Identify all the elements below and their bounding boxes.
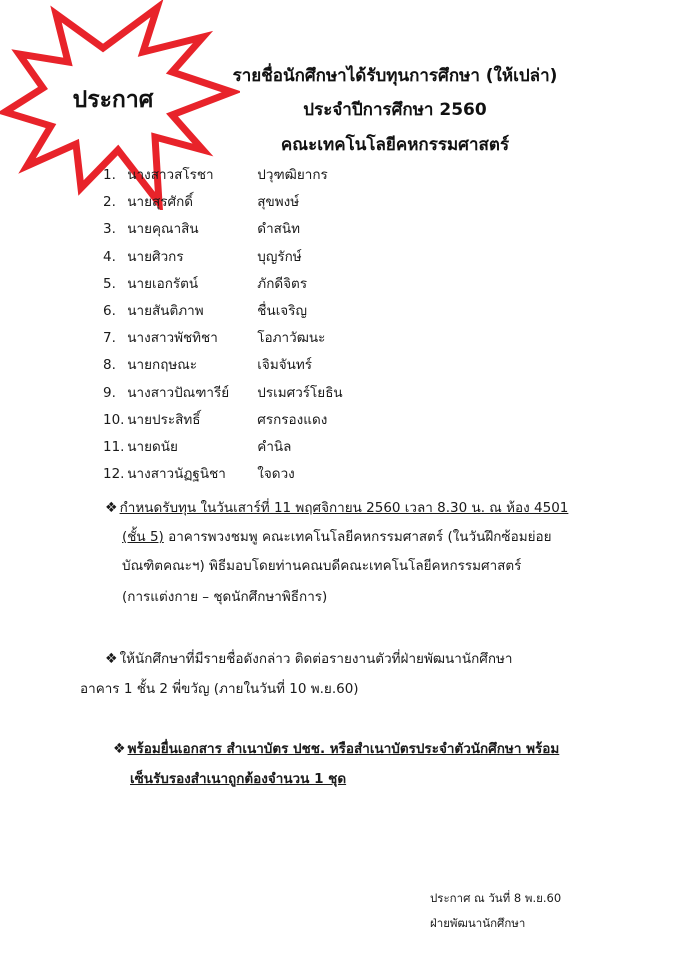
- notice-report-line2: อาคาร 1 ชั้น 2 พี่ขวัญ (ภายในวันที่ 10 พ.ย.60): [80, 681, 359, 697]
- list-item: [103, 298, 343, 325]
- student-last-name: ใจดวง: [257, 466, 295, 483]
- announcement-badge-label: ประกาศ: [72, 87, 154, 113]
- student-last-name: บุญรักษ์: [257, 248, 302, 265]
- diamond-bullet-icon: ❖: [105, 651, 118, 667]
- list-item: [103, 407, 343, 434]
- notice-ceremony-line4: (การแต่งกาย – ชุดนักศึกษาพิธีการ): [122, 589, 328, 605]
- student-last-name: โอภาวัฒนะ: [257, 330, 326, 347]
- item-number: 10.: [103, 411, 125, 428]
- ceremony-schedule-text: กำหนดรับทุน ในวันเสาร์ที่ 11 พฤศจิกายน 2560 เวลา 8.30 น. ณ ห้อง 4501: [119, 500, 569, 516]
- heading-academic-year: ประจำปีการศึกษา 2560: [303, 100, 487, 120]
- item-number: 1.: [103, 167, 116, 183]
- list-item: [103, 461, 343, 488]
- diamond-bullet-icon: ❖: [113, 741, 126, 757]
- student-first-name: นายสันติภาพ: [127, 302, 204, 319]
- student-first-name: นายดนัย: [127, 438, 178, 455]
- student-first-name: นายศิวกร: [127, 248, 184, 265]
- list-item: [103, 352, 343, 379]
- item-number: 11.: [103, 438, 125, 455]
- list-item: [103, 162, 343, 189]
- notice-documents-line2: เซ็นรับรองสำเนาถูกต้องจำนวน 1 ชุด: [130, 771, 347, 787]
- student-last-name: คำนิล: [257, 438, 292, 455]
- student-first-name: นางสาวปัณฑารีย์: [127, 384, 230, 401]
- announcement-date: ประกาศ ณ วันที่ 8 พ.ย.60: [430, 891, 562, 905]
- student-first-name: นางสาวพัชทิชา: [127, 330, 218, 347]
- student-last-name: ดำสนิท: [257, 221, 301, 238]
- list-item: [103, 325, 343, 352]
- item-number: 5.: [103, 275, 116, 292]
- student-first-name: นายคุณาสิน: [127, 221, 199, 238]
- item-number: 8.: [103, 357, 116, 374]
- student-last-name: สุขพงษ์: [257, 194, 300, 211]
- list-item: [103, 244, 343, 271]
- notice-ceremony-line2: [122, 523, 552, 552]
- student-first-name: นางสาวสโรชา: [127, 167, 214, 183]
- list-item: [103, 189, 343, 216]
- list-item: [103, 216, 343, 243]
- student-last-name: ศรกรองแดง: [257, 411, 328, 428]
- item-number: 12.: [103, 466, 125, 483]
- notice-ceremony-line1: [105, 494, 568, 523]
- diamond-bullet-icon: ❖: [105, 500, 118, 516]
- student-first-name: นายเอกรัตน์: [127, 275, 199, 292]
- item-number: 9.: [103, 384, 116, 401]
- student-first-name: นางสาวนัฏฐนิชา: [127, 466, 226, 483]
- notice-report-line1: [105, 645, 512, 674]
- heading-faculty: คณะเทคโนโลยีคหกรรมศาสตร์: [280, 135, 510, 155]
- item-number: 3.: [103, 221, 116, 238]
- student-list: [103, 162, 343, 488]
- student-last-name: ภักดีจิตร: [257, 275, 308, 292]
- list-item: [103, 380, 343, 407]
- student-last-name: เจิมจันทร์: [257, 357, 313, 374]
- item-number: 4.: [103, 248, 116, 265]
- student-last-name: ปวุฑฒิยากร: [257, 167, 328, 183]
- item-number: 6.: [103, 302, 116, 319]
- report-instruction-text: ให้นักศึกษาที่มีรายชื่อดังกล่าว ติดต่อรายงานตัวที่ฝ่ายพัฒนานักศึกษา: [119, 651, 513, 667]
- student-first-name: นายประสิทธิ์: [127, 411, 201, 428]
- student-last-name: ชื่นเจริญ: [257, 302, 307, 319]
- heading-title: รายชื่อนักศึกษาได้รับทุนการศึกษา (ให้เปล่า): [232, 66, 558, 86]
- list-item: [103, 271, 343, 298]
- item-number: 7.: [103, 330, 116, 347]
- list-item: [103, 434, 343, 461]
- notice-ceremony-line3: บัณฑิตคณะฯ) พิธีมอบโดยท่านคณบดีคณะเทคโนโลยีคหกรรมศาสตร์: [122, 558, 522, 574]
- ceremony-building-text: อาคารพวงชมพู คณะเทคโนโลยีคหกรรมศาสตร์ (ในวันฝึกซ้อมย่อย: [163, 529, 552, 545]
- item-number: 2.: [103, 194, 116, 211]
- student-last-name: ปรเมศวร์โยธิน: [257, 384, 343, 401]
- student-first-name: นายกฤษณะ: [127, 357, 198, 374]
- ceremony-floor-text: (ชั้น 5): [122, 529, 164, 545]
- documents-instruction-text: พร้อมยื่นเอกสาร สำเนาบัตร ปชช. หรือสำเนาบัตรประจำตัวนักศึกษา พร้อม: [127, 741, 560, 757]
- notice-documents-line1: [113, 735, 559, 764]
- student-first-name: นายสุรศักดิ์: [127, 194, 194, 211]
- issuing-department: ฝ่ายพัฒนานักศึกษา: [430, 916, 526, 930]
